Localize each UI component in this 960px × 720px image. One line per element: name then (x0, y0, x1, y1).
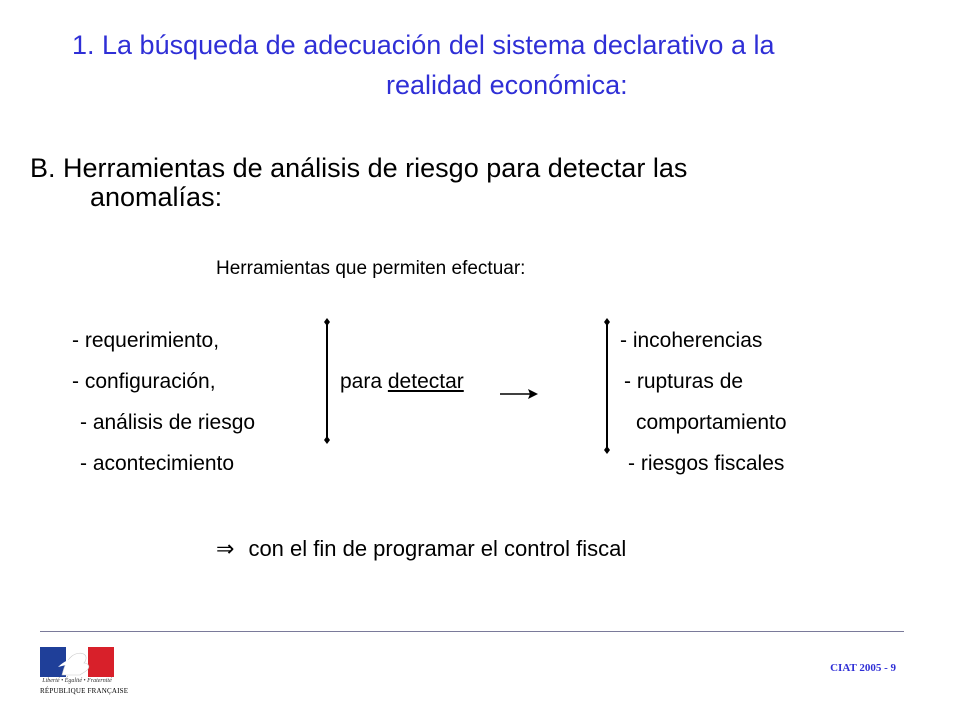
detect-underlined: detectar (387, 370, 464, 393)
republique-francaise-logo (40, 647, 129, 699)
implies-arrow-icon: ⇒ (216, 536, 235, 561)
right-item-incoherencias: - incoherencias (620, 329, 763, 352)
left-bracket-line (324, 318, 330, 444)
logo-name: RÉPUBLIQUE FRANÇAISE (40, 687, 129, 695)
slide-title-line-2: realidad económica: (386, 70, 628, 100)
right-bracket-line (604, 318, 610, 454)
detect-prefix: para (340, 370, 388, 393)
detect-arrow-icon (500, 389, 538, 399)
right-item-rupturas: - rupturas de (624, 370, 744, 393)
section-heading-line-2: anomalías: (90, 182, 223, 212)
left-item-configuracion: - configuración, (72, 370, 216, 393)
logo-motto: Liberté • Égalité • Fraternité (42, 678, 112, 684)
right-item-comportamiento: comportamiento (636, 411, 787, 434)
conclusion-line (216, 536, 626, 562)
intro-text: Herramientas que permiten efectuar: (216, 258, 526, 279)
conclusion-text: con el fin de programar el control fiscal (248, 536, 627, 561)
left-item-requerimiento: - requerimiento, (72, 329, 220, 352)
left-item-acontecimiento: - acontecimiento (80, 452, 235, 475)
slide-footer: CIAT 2005 - 9 (830, 662, 896, 674)
footer-divider (40, 631, 904, 632)
section-heading-line-1: B. Herramientas de análisis de riesgo para detectar las (30, 153, 688, 183)
right-item-riesgos: - riesgos fiscales (628, 452, 785, 475)
slide-title-line-1: 1. La búsqueda de adecuación del sistema declarativo a la (72, 30, 775, 60)
left-item-analisis: - análisis de riesgo (80, 411, 256, 434)
marianne-flag-icon (40, 647, 114, 677)
